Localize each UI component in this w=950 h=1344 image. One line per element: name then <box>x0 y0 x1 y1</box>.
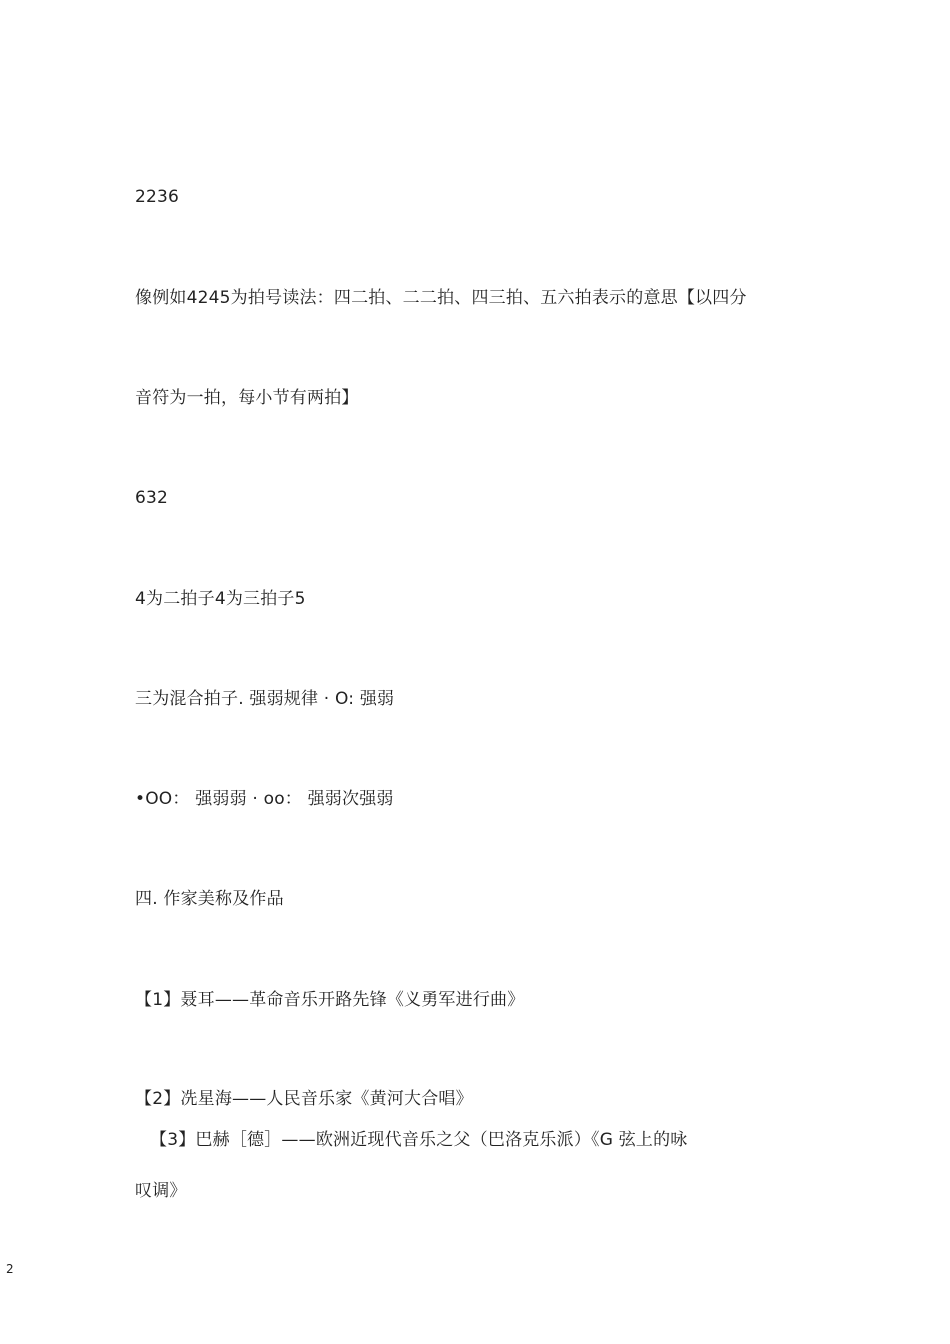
list-item-bach-continued: 叹调》 <box>135 1181 187 1201</box>
list-item-xian-xinghai: 【2】冼星海——人民音乐家《黄河大合唱》 <box>135 1089 473 1109</box>
text-line-strength-patterns: •OO： 强弱弱 · oo： 强弱次强弱 <box>135 789 394 809</box>
text-line-reading-method: 像例如4245为拍号读法：四二拍、二二拍、四三拍、五六拍表示的意思【以四分 <box>135 288 747 308</box>
text-line-beat-types: 4为二拍子4为三拍子5 <box>135 589 306 609</box>
list-item-nie-er: 【1】聂耳——革命音乐开路先锋《义勇军进行曲》 <box>135 990 525 1010</box>
list-item-bach: 【3】巴赫［德］——欧洲近现代音乐之父（巴洛克乐派）《G 弦上的咏 <box>150 1130 688 1150</box>
text-line-time-signatures: 2236 <box>135 187 180 207</box>
text-line-denominators: 632 <box>135 488 169 508</box>
text-line-strength-rule: 三为混合拍子. 强弱规律 · O: 强弱 <box>135 689 395 709</box>
page-number: 2 <box>6 1262 14 1276</box>
text-line-meaning-continued: 音符为一拍，每小节有两拍】 <box>135 388 359 408</box>
section-heading-composers: 四. 作家美称及作品 <box>135 889 284 909</box>
